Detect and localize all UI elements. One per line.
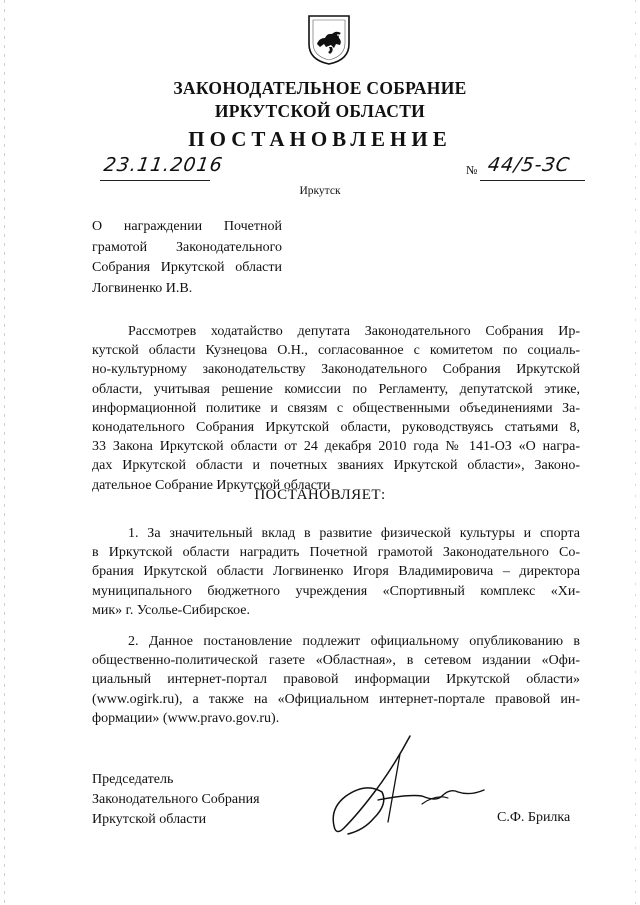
- document-date-field: [100, 154, 225, 181]
- document-number-field: [480, 156, 585, 181]
- preamble-line: кутской области Кузнецова О.Н., согласованное с комитетом по социаль-: [92, 343, 580, 359]
- item-line: общественно-политической газете «Областная», в сетевом издании «Офи-: [92, 653, 580, 669]
- preamble-line: области, учитывая решение комиссии по Регламенту, депутатской этике,: [92, 381, 580, 397]
- subject-line: О награждении Почетной: [92, 219, 282, 234]
- resolves-heading: ПОСТАНОВЛЯЕТ:: [254, 487, 386, 503]
- item-line: мик» г. Усолье-Сибирское.: [92, 602, 250, 618]
- preamble-line: дах Иркутской области и почетных званиях Иркутской области», Законо-: [92, 458, 580, 474]
- item-line: (www.ogirk.ru), а также на «Официальном интернет-портале правовой ин-: [92, 691, 580, 707]
- document-subject: [92, 217, 282, 299]
- signatory-position: [92, 770, 260, 830]
- document-number: 44/5-ЗС: [486, 154, 572, 176]
- resolution-item-2: [92, 632, 580, 728]
- document-type-title: ПОСТАНОВЛЕНИЕ: [188, 127, 452, 151]
- coat-of-arms-icon: [307, 14, 351, 66]
- item-line: 2. Данное постановление подлежит официальному опубликованию в: [128, 634, 580, 649]
- subject-line: Логвиненко И.В.: [92, 280, 193, 296]
- item-line: в Иркутской области наградить Почетной грамотой Законодательного Со-: [92, 545, 580, 561]
- item-line: муниципального бюджетного учреждения «Спортивный комплекс «Хи-: [92, 583, 580, 599]
- preamble-line: дательное Собрание Иркутской области: [92, 477, 331, 493]
- preamble-paragraph: [92, 322, 580, 495]
- preamble-line: но-культурному законодательству Законодательного Собрания Иркутской: [92, 362, 580, 378]
- subject-line: грамотой Законодательного: [92, 239, 282, 255]
- item-line: циальный интернет-портал правовой информации Иркутской области»: [92, 672, 580, 688]
- preamble-line: 33 Закона Иркутской области от 24 декабря 2010 года № 141-ОЗ «О награ-: [92, 439, 580, 455]
- item-line: 1. За значительный вклад в развитие физической культуры и спорта: [128, 526, 580, 541]
- document-number-label: №: [466, 163, 478, 177]
- preamble-line: информационной политике и связям с общественными объединениями За-: [92, 400, 580, 416]
- document-date: 23.11.2016: [102, 154, 225, 176]
- preamble-line: конодательного Собрания Иркутской области, руководствуясь статьями 8,: [92, 420, 580, 436]
- preamble-line: Рассмотрев ходатайство депутата Законодательного Собрания Ир-: [128, 324, 580, 339]
- position-line: Иркутской области: [92, 812, 207, 827]
- organization-name-line1: ЗАКОНОДАТЕЛЬНОЕ СОБРАНИЕ: [173, 78, 467, 98]
- item-line: брания Иркутской области Логвиненко Игоря Владимировича – директора: [92, 564, 580, 580]
- position-line: Председатель: [92, 772, 174, 787]
- organization-name-line2: ИРКУТСКОЙ ОБЛАСТИ: [214, 101, 426, 121]
- resolution-item-1: [92, 524, 580, 620]
- position-line: Законодательного Собрания: [92, 792, 260, 807]
- signatory-name: С.Ф. Брилка: [497, 810, 571, 825]
- document-city: Иркутск: [299, 185, 341, 197]
- subject-line: Собрания Иркутской области: [92, 260, 282, 275]
- item-line: формации» (www.pravo.gov.ru).: [92, 710, 280, 726]
- handwritten-signature: [318, 730, 498, 850]
